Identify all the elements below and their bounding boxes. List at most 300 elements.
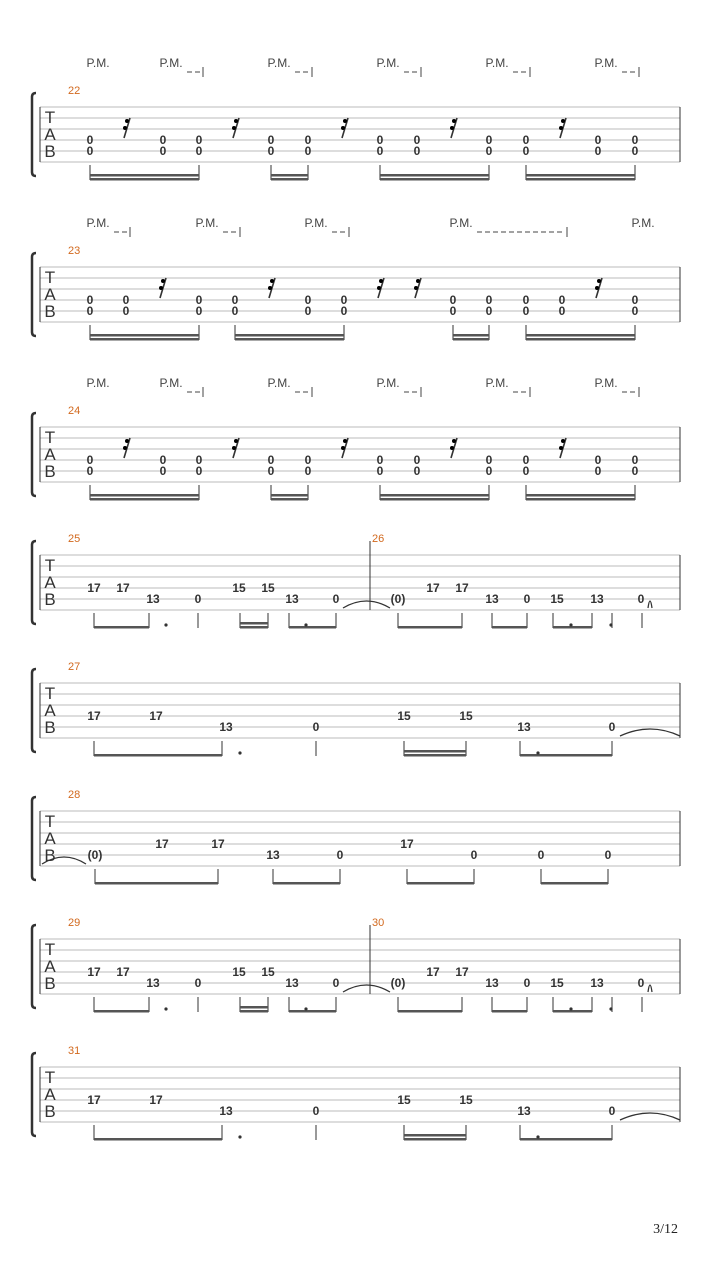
rest-flag-dot	[452, 439, 456, 443]
fret-number: 17	[87, 965, 101, 979]
rhythm-beam-group	[273, 869, 340, 885]
rhythm-beam-group	[526, 485, 635, 501]
rhythm-beam-group	[520, 741, 612, 757]
rhythm-beam	[235, 338, 344, 341]
fret-number: 15	[397, 709, 411, 723]
rhythm-beam	[520, 754, 612, 757]
rhythm-beam	[453, 338, 489, 341]
rest-flag-dot	[377, 286, 381, 290]
fret-number: 15	[232, 581, 246, 595]
sixteenth-rest	[595, 278, 602, 298]
sixteenth-rest	[377, 278, 384, 298]
tie-arc	[343, 601, 390, 608]
fret-number: 13	[285, 976, 299, 990]
fret-number: 0	[594, 464, 602, 478]
rhythm-beam-group	[526, 165, 635, 181]
rest-flag-dot	[559, 446, 563, 450]
fret-number: 0	[267, 453, 275, 467]
sixteenth-rest	[341, 438, 348, 458]
fret-number: 0	[485, 304, 493, 318]
palm-mute-label: P.M.	[304, 216, 328, 230]
rhythm-beam	[94, 1138, 222, 1141]
rest-flag-dot	[561, 439, 565, 443]
measure-number: 23	[68, 245, 81, 257]
fret-number: 0	[376, 144, 384, 158]
palm-mute-label: P.M.	[267, 56, 291, 70]
rest-flag-dot	[452, 119, 456, 123]
rhythm-beam-group	[240, 613, 268, 629]
rhythm-beam	[526, 338, 635, 341]
fret-number: 0	[340, 293, 348, 307]
fret-number: 0	[304, 453, 312, 467]
rhythm-beam-group	[553, 613, 592, 629]
fret-number: (0)	[390, 976, 406, 990]
fret-number: 0	[631, 453, 639, 467]
fret-number: 13	[485, 976, 499, 990]
rest-flag-dot	[414, 286, 418, 290]
tab-clef-letter: T	[44, 556, 56, 575]
tab-clef-letter: A	[44, 957, 56, 976]
measure-number: 26	[372, 533, 385, 545]
fret-number: 0	[485, 464, 493, 478]
palm-mute-label: P.M.	[159, 56, 183, 70]
rest-flag-dot	[597, 279, 601, 283]
rhythm-dot	[304, 623, 307, 626]
rhythm-beam	[94, 1010, 149, 1013]
system-bracket	[32, 669, 36, 752]
rest-flag-dot	[123, 446, 127, 450]
fret-number: 0	[194, 592, 202, 606]
tab-system	[32, 216, 680, 341]
fret-number: 0	[522, 304, 530, 318]
fret-number: 13	[146, 592, 160, 606]
rhythm-beam-group	[94, 741, 222, 757]
measure-number: 30	[372, 917, 385, 929]
fret-number: 0	[267, 133, 275, 147]
fret-number: 17	[400, 837, 414, 851]
rhythm-beam	[271, 178, 308, 181]
fret-number: 15	[550, 976, 564, 990]
fret-number: 13	[517, 1104, 531, 1118]
tab-clef-letter: B	[44, 142, 56, 161]
fret-number: 0	[304, 133, 312, 147]
rhythm-beam	[289, 1010, 336, 1013]
fret-number: 0	[485, 133, 493, 147]
rhythm-beam	[526, 498, 635, 501]
tab-clef-letter: B	[44, 846, 56, 865]
rhythm-beam-group	[289, 613, 336, 629]
rhythm-beam	[404, 754, 466, 757]
measure-number: 28	[68, 789, 81, 801]
fret-number: 0	[637, 592, 645, 606]
rhythm-beam-group	[271, 485, 308, 501]
fret-number: 0	[522, 453, 530, 467]
fret-number: 0	[159, 453, 167, 467]
rhythm-dot	[609, 1007, 612, 1010]
fret-number: 17	[116, 965, 130, 979]
fret-number: 0	[312, 720, 320, 734]
tab-clef-letter: T	[44, 428, 56, 447]
fret-number: 13	[146, 976, 160, 990]
palm-mute-label: P.M.	[86, 376, 110, 390]
rest-flag-dot	[561, 119, 565, 123]
sixteenth-rest	[123, 438, 130, 458]
fret-number: 0	[86, 133, 94, 147]
fret-number: 15	[261, 581, 275, 595]
sixteenth-rest	[232, 438, 239, 458]
palm-mute-label: P.M.	[485, 56, 509, 70]
sixteenth-rest	[232, 118, 239, 138]
fret-number: 0	[304, 464, 312, 478]
system-bracket	[32, 541, 36, 624]
rhythm-beam	[398, 626, 462, 629]
page-number: 3/12	[653, 1222, 678, 1237]
fret-number: 0	[413, 464, 421, 478]
palm-mute-label: P.M.	[86, 216, 110, 230]
rhythm-beam-group	[492, 613, 527, 629]
rhythm-beam-group	[398, 997, 462, 1013]
tab-clef-letter: B	[44, 590, 56, 609]
fret-number: 17	[87, 1093, 101, 1107]
sixteenth-rest	[559, 438, 566, 458]
fret-number: 0	[485, 453, 493, 467]
tab-clef-letter: T	[44, 940, 56, 959]
palm-mute-label: P.M.	[86, 56, 110, 70]
fret-number: 13	[517, 720, 531, 734]
fret-number: 0	[604, 848, 612, 862]
rest-flag-dot	[234, 439, 238, 443]
fret-number: 13	[219, 1104, 233, 1118]
rhythm-beam-group	[271, 165, 308, 181]
fret-number: 0	[631, 464, 639, 478]
tab-clef-letter: A	[44, 445, 56, 464]
rhythm-dot	[569, 623, 572, 626]
sixteenth-rest	[341, 118, 348, 138]
fret-number: 0	[195, 304, 203, 318]
rhythm-beam-group	[95, 869, 218, 885]
fret-number: 0	[195, 453, 203, 467]
rest-flag-dot	[232, 446, 236, 450]
sixteenth-rest	[268, 278, 275, 298]
palm-mute-label: P.M.	[159, 376, 183, 390]
fret-number: 15	[459, 709, 473, 723]
fret-number: 17	[426, 581, 440, 595]
fret-number: 17	[116, 581, 130, 595]
rhythm-beam-group	[380, 165, 489, 181]
fret-number: 0	[522, 464, 530, 478]
fret-number: 13	[485, 592, 499, 606]
sixteenth-rest	[559, 118, 566, 138]
rest-flag-dot	[341, 126, 345, 130]
fret-number: 0	[631, 293, 639, 307]
fret-number: 0	[86, 453, 94, 467]
rhythm-beam	[380, 498, 489, 501]
rhythm-beam	[526, 494, 635, 497]
fret-number: 0	[86, 464, 94, 478]
rhythm-beam-group	[526, 325, 635, 341]
rhythm-beam	[404, 750, 466, 753]
fret-number: 0	[231, 304, 239, 318]
rhythm-beam	[271, 494, 308, 497]
rhythm-beam	[94, 754, 222, 757]
rhythm-beam	[94, 626, 149, 629]
rhythm-beam-group	[541, 869, 608, 885]
fret-number: (0)	[87, 848, 103, 862]
fret-number: 17	[87, 709, 101, 723]
fret-number: 0	[594, 144, 602, 158]
rest-flag-dot	[450, 126, 454, 130]
fret-number: 0	[522, 293, 530, 307]
fret-number: 0	[267, 464, 275, 478]
tab-clef-letter: A	[44, 573, 56, 592]
rhythm-beam	[492, 626, 527, 629]
tab-clef-letter: T	[44, 268, 56, 287]
system-bracket	[32, 925, 36, 1008]
fret-number: 0	[631, 144, 639, 158]
rhythm-dot	[238, 751, 241, 754]
rhythm-beam	[235, 334, 344, 337]
palm-mute-label: P.M.	[631, 216, 655, 230]
fret-number: 17	[211, 837, 225, 851]
rest-flag-dot	[125, 119, 129, 123]
fret-number: 13	[266, 848, 280, 862]
fret-number: 0	[312, 1104, 320, 1118]
rest-flag-dot	[125, 439, 129, 443]
fret-number: 17	[455, 965, 469, 979]
rhythm-beam	[90, 174, 199, 177]
rhythm-beam	[453, 334, 489, 337]
tab-system	[32, 789, 680, 885]
rhythm-beam	[289, 626, 336, 629]
fret-number: 0	[195, 133, 203, 147]
fret-number: 0	[608, 720, 616, 734]
measure-number: 27	[68, 661, 81, 673]
fret-number: 17	[149, 709, 163, 723]
rest-flag-dot	[416, 279, 420, 283]
fret-number: 15	[232, 965, 246, 979]
fret-number: 0	[340, 304, 348, 318]
rhythm-beam	[380, 494, 489, 497]
fret-number: 0	[231, 293, 239, 307]
rhythm-beam	[240, 626, 268, 629]
rhythm-beam	[553, 1010, 592, 1013]
rhythm-beam-group	[94, 613, 149, 629]
fret-number: 0	[558, 304, 566, 318]
tab-clef-letter: B	[44, 1102, 56, 1121]
fret-number: 0	[332, 592, 340, 606]
fret-number: 0	[304, 304, 312, 318]
tab-clef-letter: A	[44, 701, 56, 720]
rhythm-beam	[492, 1010, 527, 1013]
fret-number: 0	[594, 133, 602, 147]
rest-flag-dot	[595, 286, 599, 290]
rhythm-beam-group	[94, 1125, 222, 1141]
rhythm-beam	[553, 626, 592, 629]
fret-number: (0)	[390, 592, 406, 606]
rhythm-beam	[380, 178, 489, 181]
fret-number: 17	[155, 837, 169, 851]
fret-number: 0	[195, 144, 203, 158]
fret-number: 15	[459, 1093, 473, 1107]
rhythm-beam	[90, 338, 199, 341]
tab-clef-letter: B	[44, 462, 56, 481]
measure-number: 31	[68, 1045, 81, 1057]
tab-clef-letter: A	[44, 829, 56, 848]
tie-arc	[620, 1113, 680, 1120]
rest-flag-dot	[234, 119, 238, 123]
rhythm-beam	[271, 174, 308, 177]
fret-number: 0	[86, 293, 94, 307]
tab-clef-letter: A	[44, 1085, 56, 1104]
fret-number: 0	[159, 144, 167, 158]
rhythm-beam-group	[380, 485, 489, 501]
rest-flag-dot	[268, 286, 272, 290]
fret-number: 0	[608, 1104, 616, 1118]
rhythm-beam-group	[398, 613, 462, 629]
rhythm-beam	[90, 498, 199, 501]
tab-clef-letter: T	[44, 1068, 56, 1087]
rest-flag-dot	[450, 446, 454, 450]
rest-flag-dot	[559, 126, 563, 130]
rhythm-beam	[404, 1134, 466, 1137]
measure-number: 22	[68, 85, 81, 97]
rhythm-beam	[90, 494, 199, 497]
fret-number: 0	[195, 464, 203, 478]
fret-number: 17	[426, 965, 440, 979]
system-bracket	[32, 253, 36, 336]
fret-number: 13	[590, 976, 604, 990]
fret-number: 0	[631, 304, 639, 318]
system-bracket	[32, 1053, 36, 1136]
rhythm-beam-group	[90, 165, 199, 181]
fret-number: 0	[413, 133, 421, 147]
fret-number: 0	[537, 848, 545, 862]
fret-number: 0	[159, 464, 167, 478]
fret-number: 0	[523, 976, 531, 990]
measure-number: 25	[68, 533, 81, 545]
rhythm-dot	[304, 1007, 307, 1010]
fret-number: 0	[195, 293, 203, 307]
rest-flag-dot	[159, 286, 163, 290]
rhythm-beam	[541, 882, 608, 885]
rest-flag-dot	[161, 279, 165, 283]
tab-clef-letter: A	[44, 125, 56, 144]
tab-system	[32, 533, 680, 629]
fret-number: 0	[522, 133, 530, 147]
tie-arc	[648, 601, 652, 608]
fret-number: 0	[86, 304, 94, 318]
fret-number: 0	[86, 144, 94, 158]
fret-number: 0	[594, 453, 602, 467]
sixteenth-rest	[450, 438, 457, 458]
fret-number: 0	[376, 464, 384, 478]
fret-number: 0	[304, 144, 312, 158]
fret-number: 0	[267, 144, 275, 158]
fret-number: 0	[449, 304, 457, 318]
fret-number: 0	[304, 293, 312, 307]
rhythm-beam	[240, 622, 268, 625]
rhythm-beam-group	[404, 1125, 466, 1141]
fret-number: 0	[522, 144, 530, 158]
fret-number: 0	[332, 976, 340, 990]
fret-number: 0	[449, 293, 457, 307]
rhythm-dot	[238, 1135, 241, 1138]
rhythm-beam	[398, 1010, 462, 1013]
rhythm-beam	[90, 178, 199, 181]
rhythm-beam-group	[90, 485, 199, 501]
tie-arc	[648, 985, 652, 992]
palm-mute-label: P.M.	[376, 56, 400, 70]
rhythm-beam-group	[520, 1125, 612, 1141]
rhythm-beam	[240, 1010, 268, 1013]
fret-number: 0	[122, 304, 130, 318]
fret-number: 0	[159, 133, 167, 147]
fret-number: 0	[413, 453, 421, 467]
rhythm-beam	[404, 1138, 466, 1141]
rest-flag-dot	[123, 126, 127, 130]
tab-system	[32, 56, 680, 181]
rhythm-beam-group	[453, 325, 489, 341]
fret-number: 17	[149, 1093, 163, 1107]
rhythm-beam-group	[404, 741, 466, 757]
fret-number: 13	[285, 592, 299, 606]
fret-number: 0	[336, 848, 344, 862]
rhythm-dot	[609, 623, 612, 626]
sixteenth-rest	[450, 118, 457, 138]
tab-system	[32, 1045, 680, 1141]
fret-number: 13	[590, 592, 604, 606]
tab-clef-letter: B	[44, 974, 56, 993]
rhythm-beam	[90, 334, 199, 337]
tab-system	[32, 917, 680, 1013]
rhythm-beam	[407, 882, 474, 885]
rest-flag-dot	[343, 439, 347, 443]
tab-system	[32, 661, 680, 757]
rhythm-beam	[520, 1138, 612, 1141]
tab-clef-letter: B	[44, 302, 56, 321]
palm-mute-label: P.M.	[376, 376, 400, 390]
sixteenth-rest	[414, 278, 421, 298]
system-bracket	[32, 413, 36, 496]
fret-number: 0	[523, 592, 531, 606]
rhythm-beam	[95, 882, 218, 885]
rhythm-beam-group	[553, 997, 592, 1013]
rhythm-dot	[536, 1135, 539, 1138]
tab-clef-letter: T	[44, 108, 56, 127]
fret-number: 0	[631, 133, 639, 147]
palm-mute-label: P.M.	[195, 216, 219, 230]
rhythm-beam-group	[94, 997, 149, 1013]
rhythm-beam-group	[90, 325, 199, 341]
fret-number: 0	[376, 453, 384, 467]
palm-mute-label: P.M.	[594, 376, 618, 390]
rhythm-beam	[526, 174, 635, 177]
rhythm-beam	[380, 174, 489, 177]
fret-number: 0	[637, 976, 645, 990]
tab-clef-letter: T	[44, 812, 56, 831]
palm-mute-label: P.M.	[485, 376, 509, 390]
fret-number: 0	[122, 293, 130, 307]
measure-number: 29	[68, 917, 81, 929]
rest-flag-dot	[343, 119, 347, 123]
rhythm-beam	[526, 178, 635, 181]
rhythm-dot	[164, 623, 167, 626]
rhythm-beam-group	[235, 325, 344, 341]
fret-number: 0	[413, 144, 421, 158]
rhythm-beam	[273, 882, 340, 885]
rest-flag-dot	[341, 446, 345, 450]
rhythm-beam	[240, 1006, 268, 1009]
